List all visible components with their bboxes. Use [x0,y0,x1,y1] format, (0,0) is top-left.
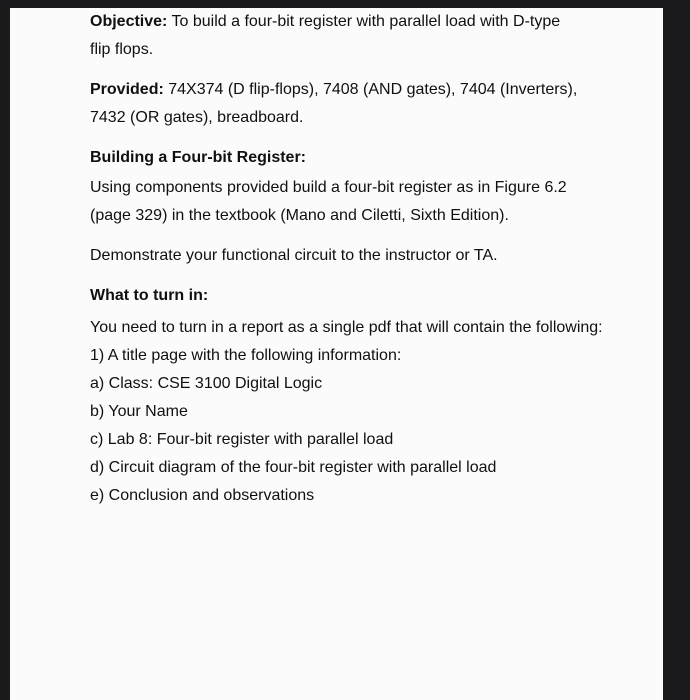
turn-in-item: d) Circuit diagram of the four-bit register with parallel load [90,459,497,476]
provided-text: 74X374 (D flip-flops), 7408 (AND gates), 7404 (Inverters), [163,81,578,98]
objective-paragraph [90,8,620,64]
building-section-heading: Building a Four-bit Register: [90,149,306,166]
provided-label: Provided: [90,81,164,98]
building-instructions-paragraph [90,174,620,230]
text-line: flip flops. [90,41,154,58]
turn-in-item: b) Your Name [90,403,188,420]
text-line [90,76,620,104]
text-line: Using components provided build a four-bit register as in Figure 6.2 [90,179,567,196]
text-line: 7432 (OR gates), breadboard. [90,109,304,126]
objective-label: Objective: [90,13,168,30]
turn-in-heading: What to turn in: [90,287,209,304]
text-line: (page 329) in the textbook (Mano and Ciletti, Sixth Edition). [90,207,509,224]
text-line [90,8,620,36]
turn-in-item: e) Conclusion and observations [90,487,315,504]
turn-in-item: 1) A title page with the following information: [90,347,402,364]
turn-in-item: a) Class: CSE 3100 Digital Logic [90,375,323,392]
turn-in-intro: You need to turn in a report as a single pdf that will contain the following: [90,319,603,336]
provided-paragraph [90,76,620,132]
demonstrate-paragraph: Demonstrate your functional circuit to the instructor or TA. [90,247,498,264]
turn-in-item: c) Lab 8: Four-bit register with parallel load [90,431,394,448]
document-page [10,8,663,700]
objective-text: To build a four-bit register with parallel load with D-type [167,13,561,30]
